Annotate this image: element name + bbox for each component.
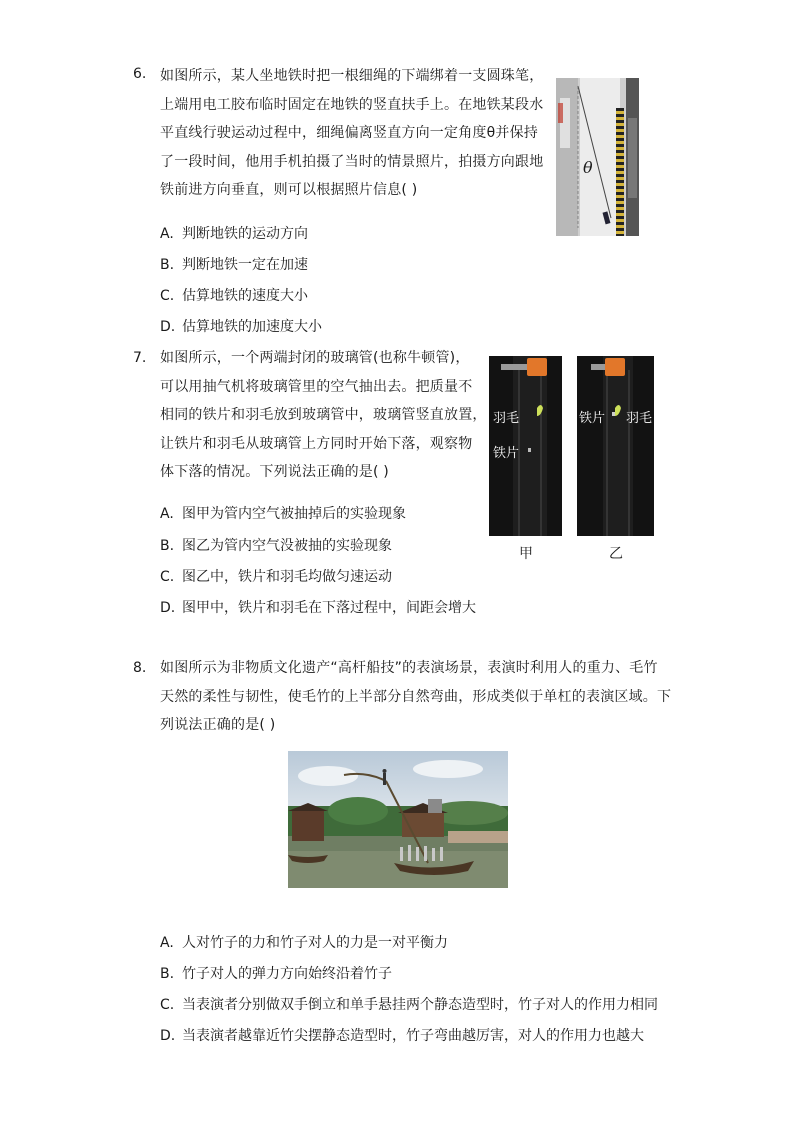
question-7-line-1: 如图所示，一个两端封闭的玻璃管(也称牛顿管)， (160, 350, 470, 366)
question-8-stem (160, 654, 671, 740)
question-6-line-3: 平直线行驶运动过程中，细绳偏离竖直方向一定角度θ并保持 (160, 125, 538, 141)
subway-photo-drawing (556, 78, 639, 236)
yi-feather-label: 羽毛 (626, 411, 653, 426)
question-8-option-c[interactable]: C. 当表演者分别做双手倒立和单手悬挂两个静态造型时，竹子对人的作用力相同 (160, 997, 658, 1013)
question-6-option-b[interactable]: B. 判断地铁一定在加速 (160, 257, 308, 273)
question-7-line-2: 可以用抽气机将玻璃管里的空气抽出去。把质量不 (160, 378, 473, 395)
jia-iron-label: 铁片 (493, 446, 520, 461)
theta-label: θ (583, 158, 593, 177)
question-8-option-a[interactable]: A. 人对竹子的力和竹子对人的力是一对平衡力 (160, 935, 448, 951)
question-7-option-c[interactable]: C. 图乙中，铁片和羽毛均做匀速运动 (160, 569, 392, 585)
newton-tube-yi-drawing (577, 356, 654, 536)
yi-iron-label: 铁片 (579, 411, 606, 426)
question-8-line-2: 天然的柔性与韧性，使毛竹的上半部分自然弯曲，形成类似于单杠的表演区域。下 (160, 688, 672, 705)
newton-tube-jia-photo (489, 356, 562, 536)
question-8-line-1: 如图所示为非物质文化遗产“高杆船技”的表演场景，表演时利用人的重力、毛竹 (160, 660, 658, 676)
question-6-stem (160, 62, 543, 205)
question-6-line-1: 如图所示，某人坐地铁时把一根细绳的下端绑着一支圆珠笔， (160, 68, 544, 84)
question-7-stem (160, 344, 487, 487)
question-8-option-d[interactable]: D. 当表演者越靠近竹尖摆静态造型时，竹子弯曲越厉害，对人的作用力也越大 (160, 1028, 644, 1044)
question-7-line-4: 让铁片和羽毛从玻璃管上方同时开始下落，观察物 (160, 435, 473, 452)
jia-feather-label: 羽毛 (493, 411, 520, 426)
question-6-line-2: 上端用电工胶布临时固定在地铁的竖直扶手上。在地铁某段水 (160, 96, 544, 113)
question-6-line-5: 铁前进方向垂直，则可以根据照片信息( ) (160, 182, 418, 198)
jia-caption: 甲 (519, 546, 533, 562)
question-8-option-b[interactable]: B. 竹子对人的弹力方向始终沿着竹子 (160, 966, 392, 982)
newton-tube-yi-photo (577, 356, 654, 536)
yi-caption: 乙 (609, 546, 623, 562)
question-7-line-5: 体下落的情况。下列说法正确的是( ) (160, 464, 389, 480)
question-6-option-a[interactable]: A. 判断地铁的运动方向 (160, 226, 308, 242)
question-6-option-c[interactable]: C. 估算地铁的速度大小 (160, 288, 308, 304)
question-7-option-b[interactable]: B. 图乙为管内空气没被抽的实验现象 (160, 538, 392, 554)
high-pole-boat-drawing (288, 751, 508, 888)
subway-photo (556, 78, 639, 236)
question-7-line-3: 相同的铁片和羽毛放到玻璃管中，玻璃管竖直放置， (160, 407, 487, 423)
question-7-option-a[interactable]: A. 图甲为管内空气被抽掉后的实验现象 (160, 506, 406, 522)
question-8-number: 8. (133, 660, 147, 676)
question-7-number: 7. (133, 350, 147, 366)
question-6-number: 6. (133, 66, 147, 82)
question-6-option-d[interactable]: D. 估算地铁的加速度大小 (160, 319, 322, 335)
question-6-line-4: 了一段时间，他用手机拍摄了当时的情景照片，拍摄方向跟地 (160, 153, 544, 170)
question-7-option-d[interactable]: D. 图甲中，铁片和羽毛在下落过程中，间距会增大 (160, 600, 476, 616)
question-8-line-3: 列说法正确的是( ) (160, 717, 276, 733)
high-pole-boat-photo (288, 751, 508, 888)
